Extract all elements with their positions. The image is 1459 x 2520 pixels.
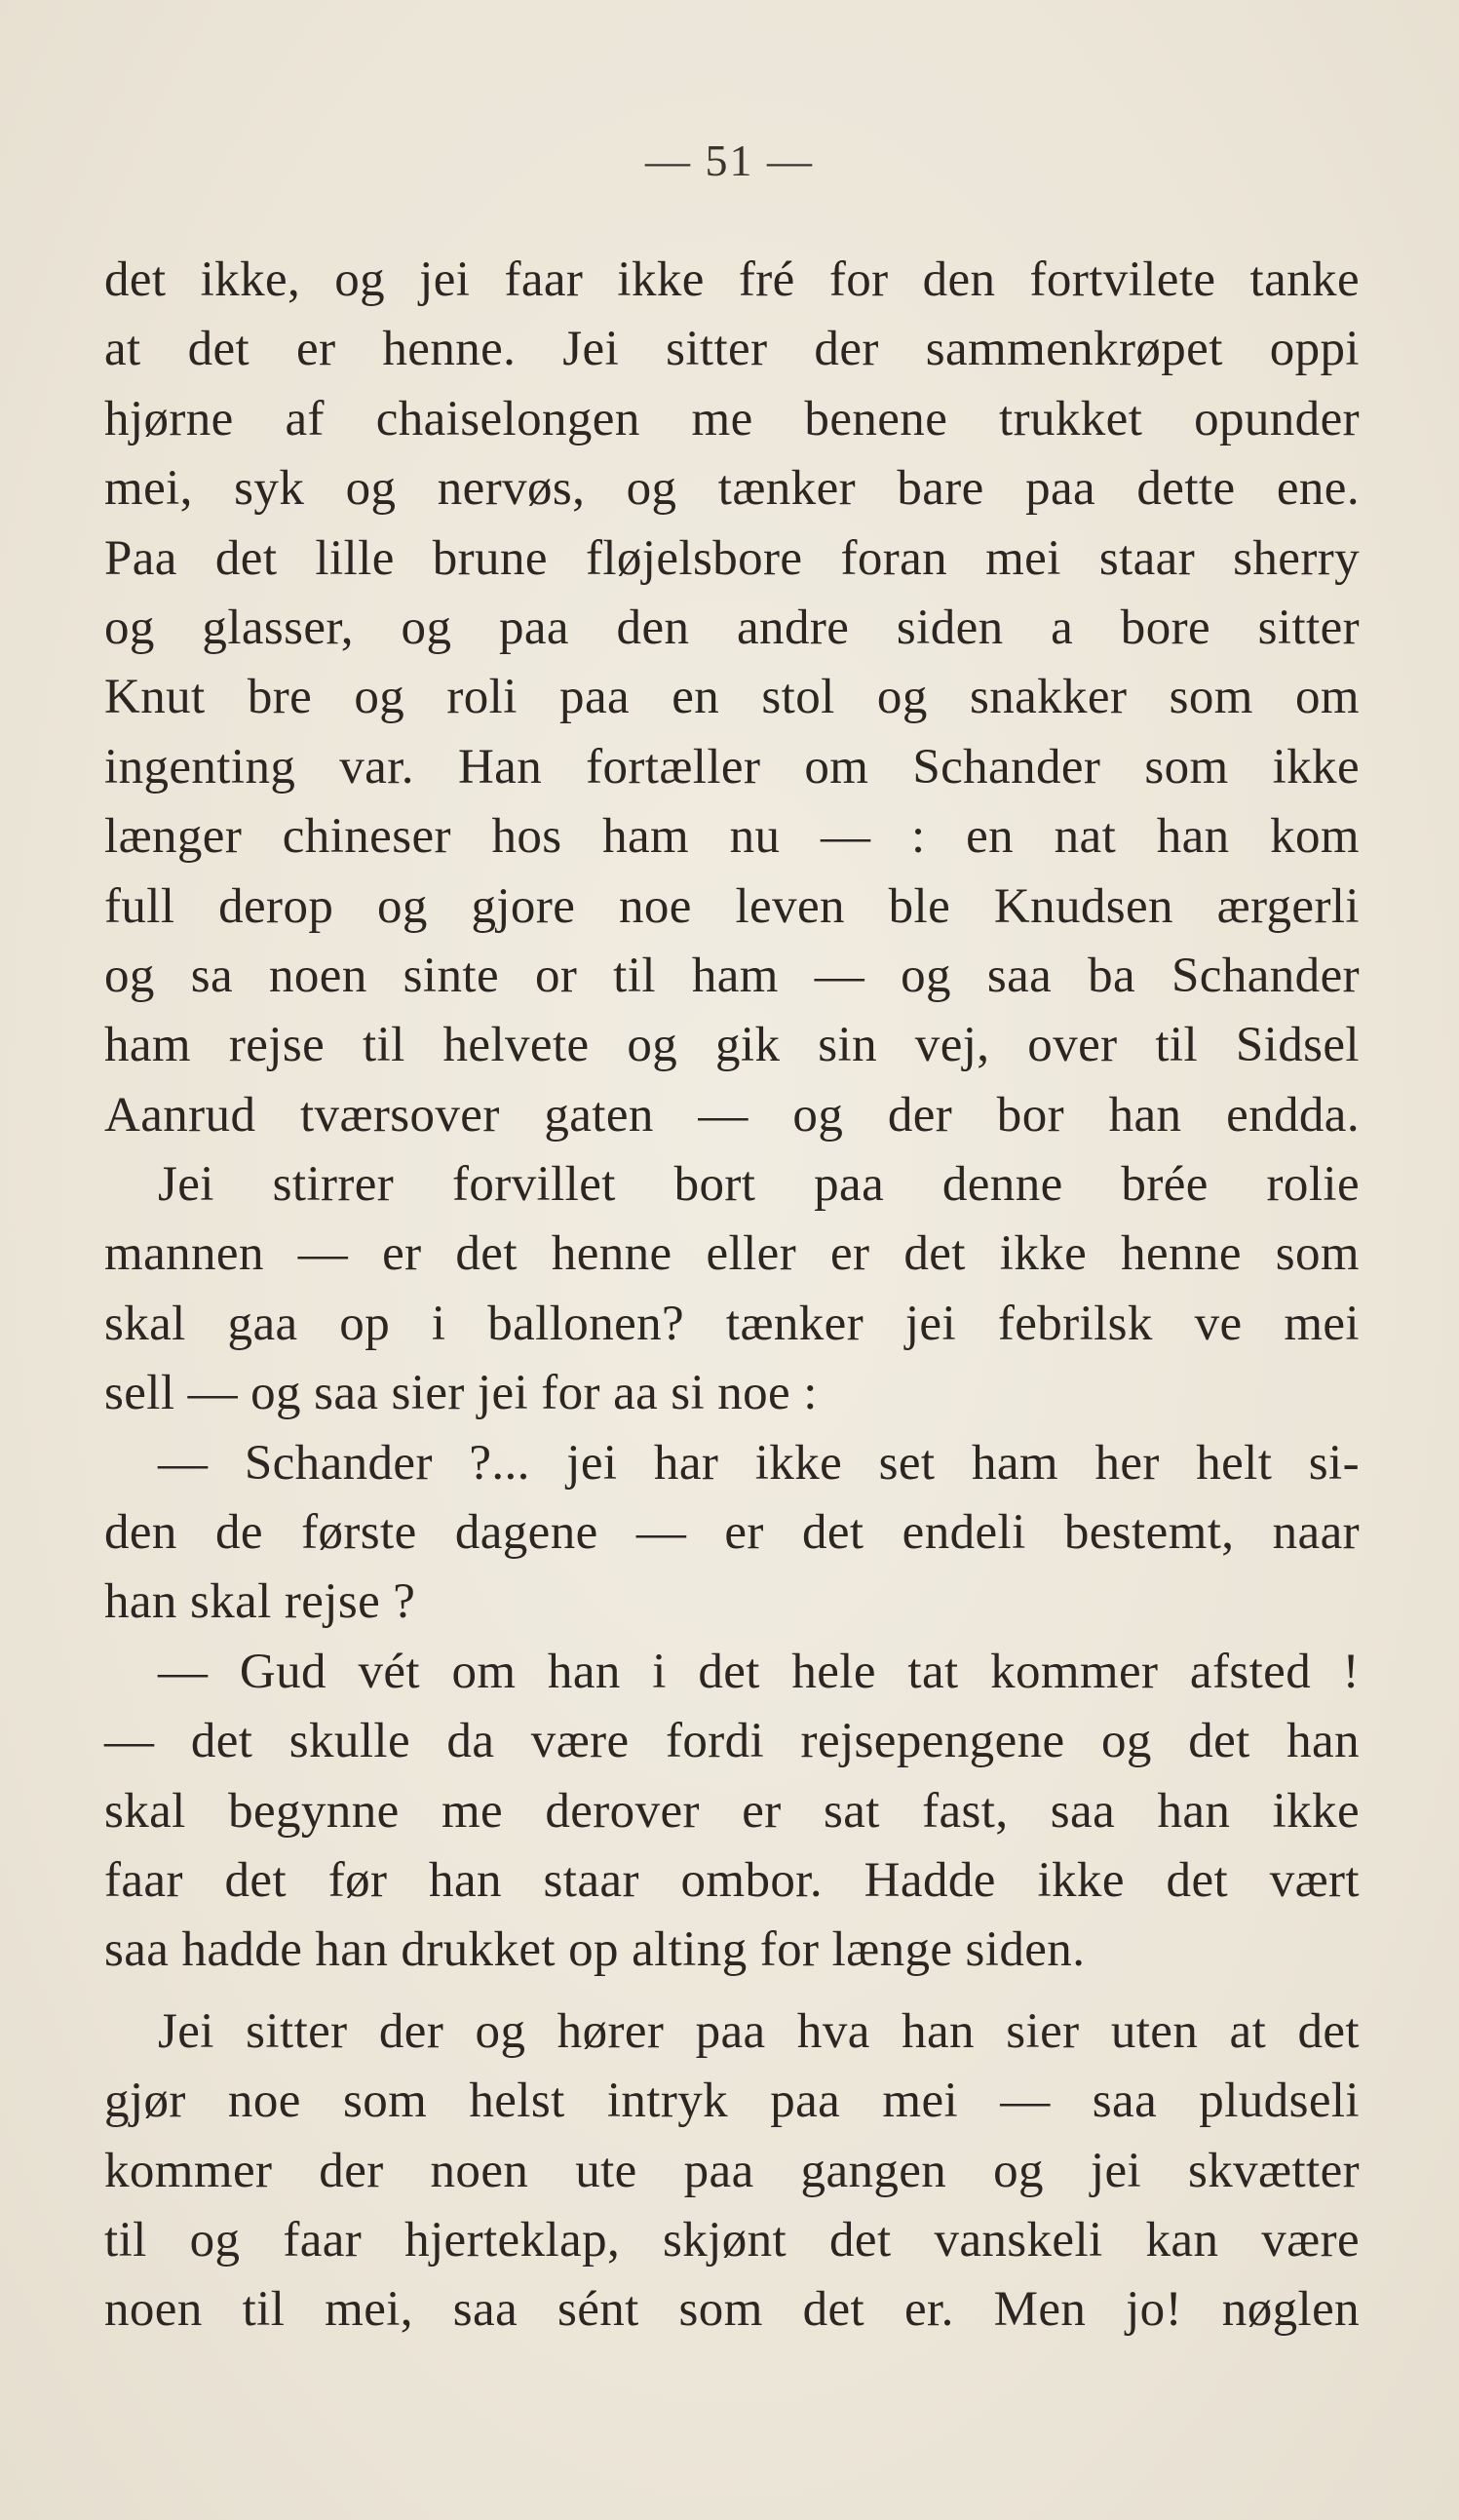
- text-line: [104, 1429, 1360, 1498]
- text-line: længer chineser hos ham nu — : en nat han kom: [104, 809, 1360, 865]
- text-line: Paa det lille brune fløjelsbore foran mei staar sherry: [104, 530, 1360, 586]
- text-line: ham rejse til helvete og gik sin vej, over til Sidsel: [104, 1018, 1360, 1073]
- text-line: den de første dagene — er det endeli bestemt, naar: [104, 1505, 1360, 1561]
- text-line: [104, 1638, 1360, 1707]
- text-line: at det er henne. Jei sitter der sammenkrøpet oppi: [104, 322, 1360, 377]
- text-line-content: — Schander ?... jei har ikke set ham her helt si-: [158, 1435, 1360, 1491]
- text-line: ingenting var. Han fortæller om Schander som ikke: [104, 739, 1360, 795]
- text-line: full derop og gjore noe leven ble Knudsen ærgerli: [104, 878, 1360, 934]
- text-line: til og faar hjerteklap, skjønt det vanskeli kan være: [104, 2212, 1360, 2268]
- text-line: og sa noen sinte or til ham — og saa ba Schander: [104, 948, 1360, 1003]
- text-line: han skal rejse ?: [104, 1574, 416, 1630]
- text-line: Aanrud tværsover gaten — og der bor han endda.: [104, 1087, 1360, 1143]
- text-line: [104, 1997, 1360, 2067]
- text-line-content: Jei stirrer forvillet bort paa denne brée rolie: [158, 1157, 1360, 1213]
- text-line: noen til mei, saa sént som det er. Men jo! nøglen: [104, 2282, 1360, 2338]
- text-line: Knut bre og roli paa en stol og snakker som om: [104, 670, 1360, 725]
- text-line: gjør noe som helst intryk paa mei — saa pludseli: [104, 2074, 1360, 2129]
- text-line: hjørne af chaiselongen me benene trukket opunder: [104, 391, 1360, 446]
- text-line: faar det før han staar ombor. Hadde ikke det vært: [104, 1852, 1360, 1908]
- text-line-content: Jei sitter der og hører paa hva han sier uten at det: [158, 2003, 1360, 2059]
- text-line: skal gaa op i ballonen? tænker jei febrilsk ve mei: [104, 1296, 1360, 1351]
- text-line-content: — Gud vét om han i det hele tat kommer afsted !: [158, 1644, 1360, 1699]
- text-line: skal begynne me derover er sat fast, saa han ikke: [104, 1783, 1360, 1839]
- text-line: sell — og saa sier jei for aa si noe :: [104, 1366, 818, 1421]
- page-number: — 51 —: [645, 136, 814, 185]
- body-text: [104, 246, 1360, 2346]
- text-line: kommer der noen ute paa gangen og jei skvætter: [104, 2143, 1360, 2198]
- text-line: og glasser, og paa den andre siden a bore sitter: [104, 600, 1360, 655]
- text-line: det ikke, og jei faar ikke fré for den fortvilete tanke: [104, 252, 1360, 307]
- text-line: mannen — er det henne eller er det ikke henne som: [104, 1226, 1360, 1282]
- text-line: mei, syk og nervøs, og tænker bare paa dette ene.: [104, 461, 1360, 517]
- text-line: — det skulle da være fordi rejsepengene og det han: [104, 1714, 1360, 1769]
- text-line: saa hadde han drukket op alting for længe siden.: [104, 1922, 1086, 1978]
- text-line: [104, 1150, 1360, 1220]
